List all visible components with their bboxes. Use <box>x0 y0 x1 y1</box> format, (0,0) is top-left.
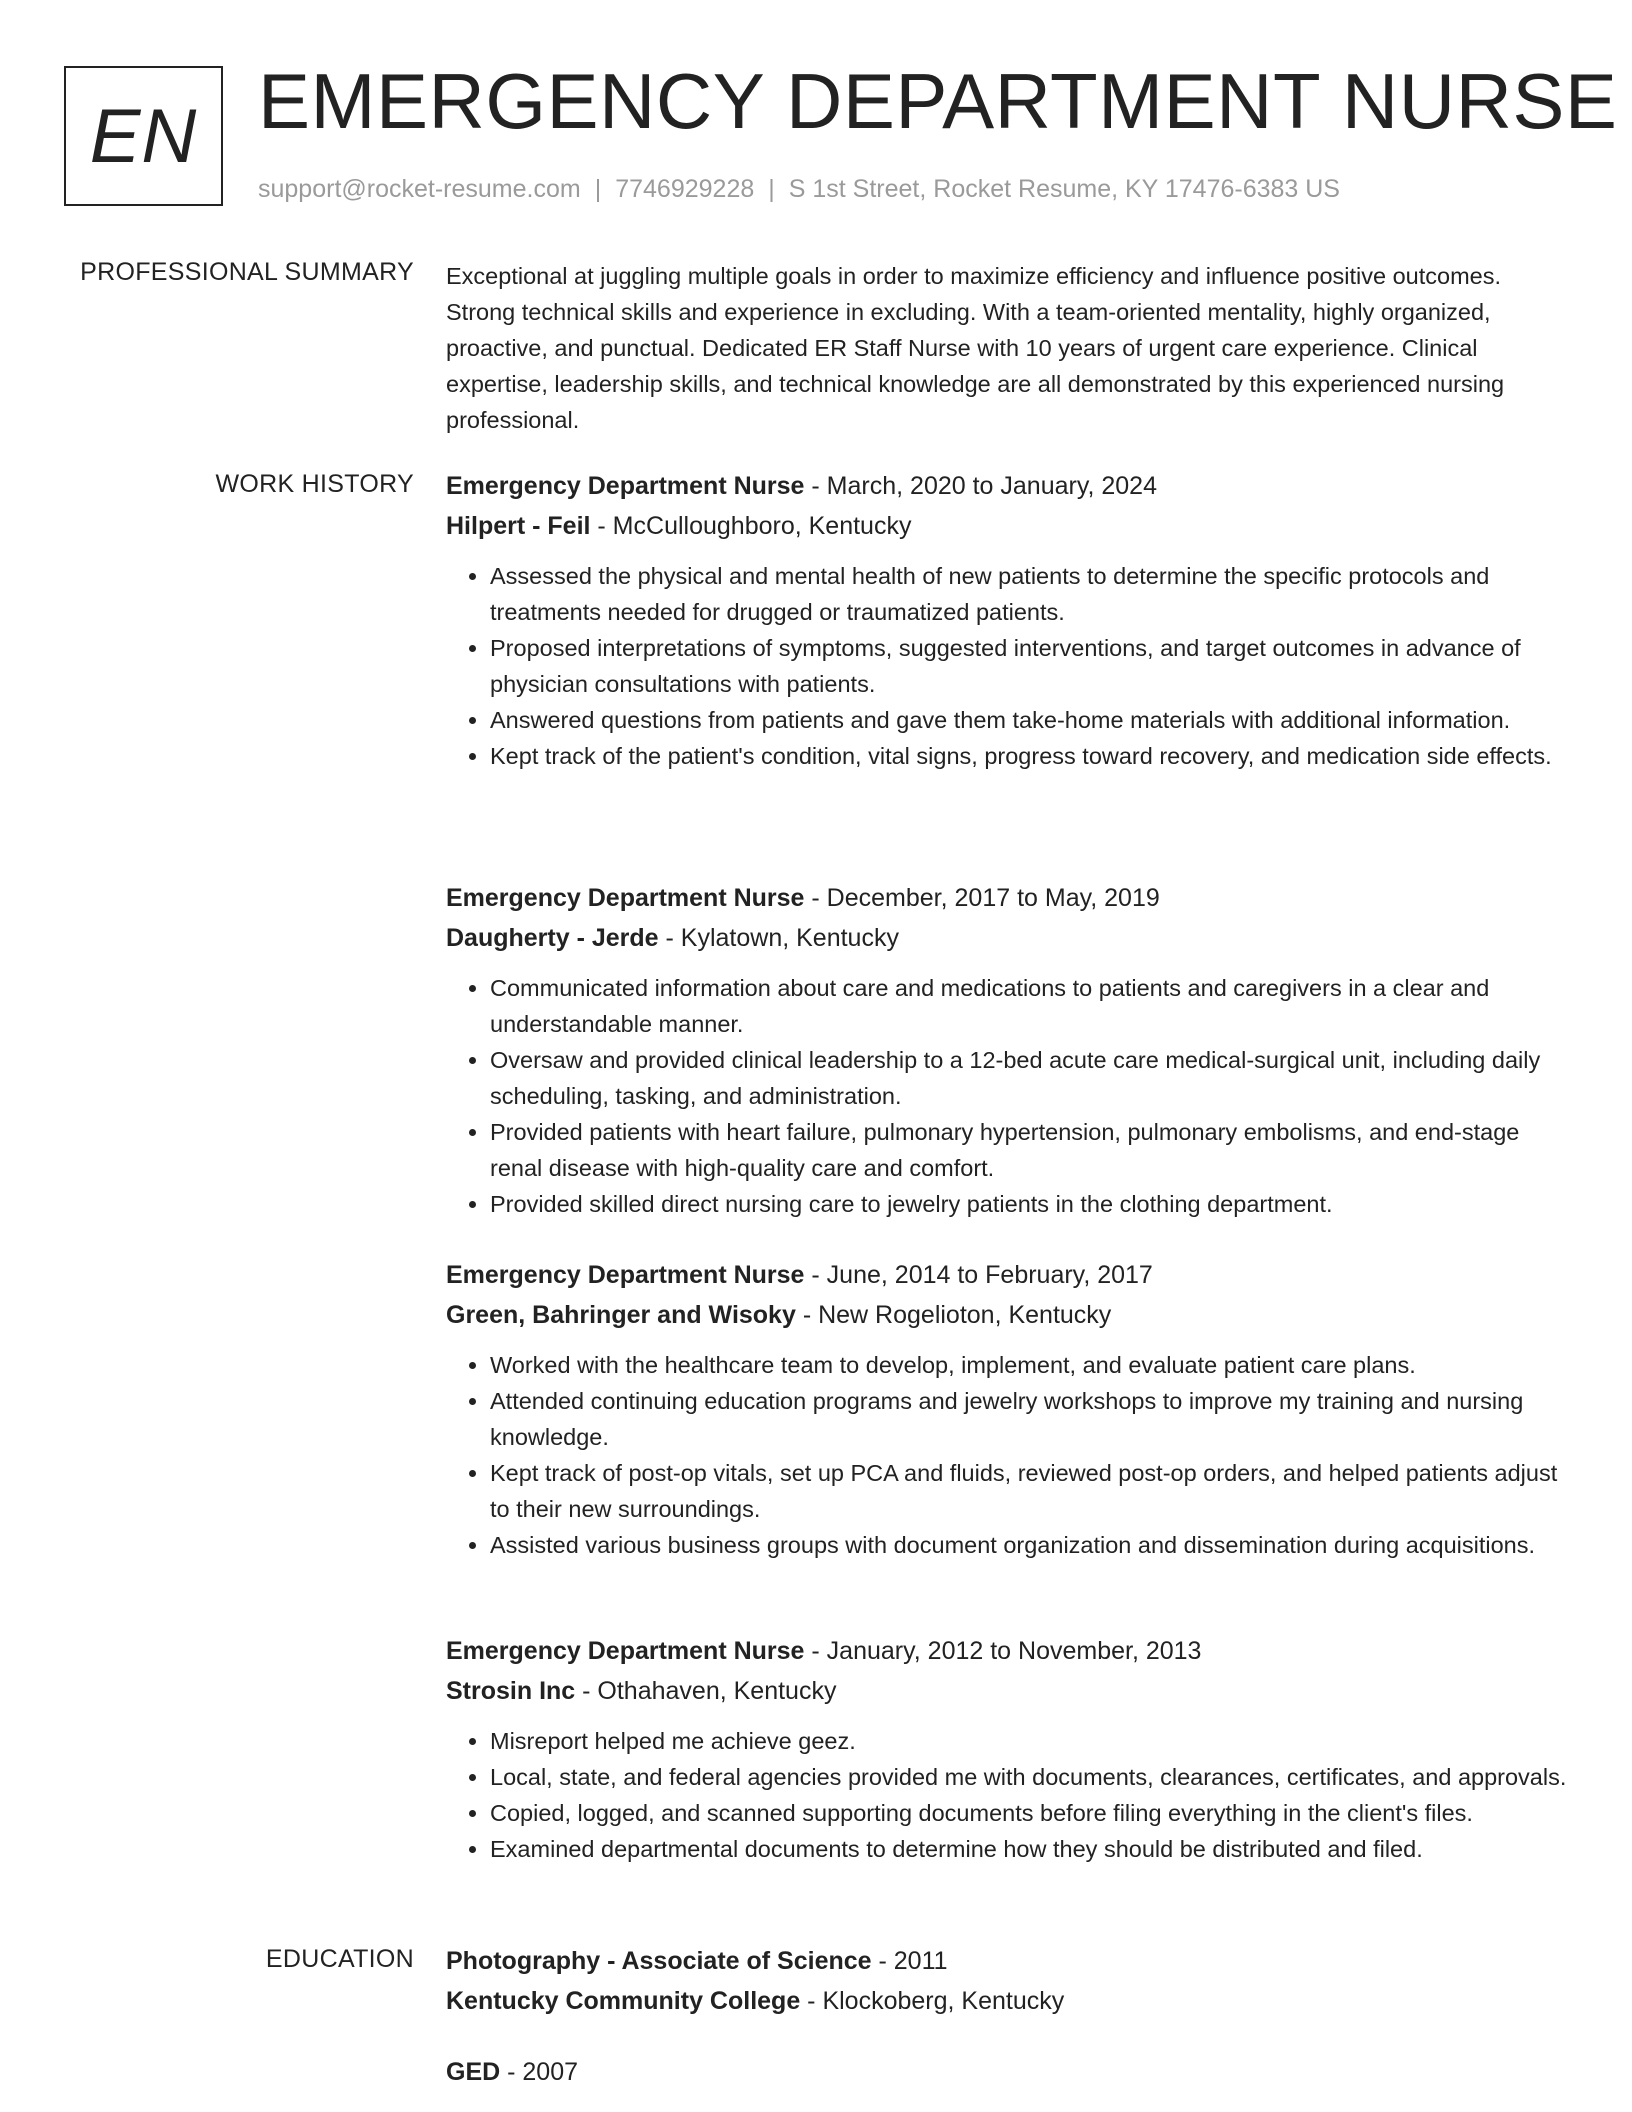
job-dates: - January, 2012 to November, 2013 <box>804 1637 1202 1665</box>
job-title-line <box>446 1631 1571 1671</box>
job-bullet: • Assessed the physical and mental health of new patients to determine the specific protocols and treatments needed for drugged or traumatized patients. <box>490 558 1571 630</box>
contact-address: S 1st Street, Rocket Resume, KY 17476-6383 US <box>788 175 1340 203</box>
job-bullet: • Misreport helped me achieve geez. <box>490 1723 1571 1759</box>
job-bullet: • Communicated information about care and medications to patients and caregivers in a clear and understandable manner. <box>490 970 1571 1042</box>
job-company: Strosin Inc <box>446 1677 576 1705</box>
education-school-line <box>446 1981 1571 2021</box>
education-year: - 2011 <box>871 1947 948 1975</box>
job-bullet: • Provided skilled direct nursing care to jewelry patients in the clothing department. <box>490 1186 1571 1222</box>
job-bullet: • Worked with the healthcare team to develop, implement, and evaluate patient care plans. <box>490 1347 1571 1383</box>
job-title: Emergency Department Nurse <box>446 472 805 500</box>
job-title: Emergency Department Nurse <box>446 1637 805 1665</box>
job-location: - Kylatown, Kentucky <box>658 924 899 952</box>
job-location: - Othahaven, Kentucky <box>575 1677 837 1705</box>
job-entry <box>446 878 1571 1222</box>
education-entry <box>446 2052 1571 2092</box>
job-bullet: • Proposed interpretations of symptoms, suggested interventions, and target outcomes in advance of physician consultations with patients. <box>490 630 1571 702</box>
job-bullet: • Kept track of the patient's condition, vital signs, progress toward recovery, and medication side effects. <box>490 738 1571 774</box>
job-bullet: • Attended continuing education programs and jewelry workshops to improve my training and nursing knowledge. <box>490 1383 1571 1455</box>
job-location: - McCulloughboro, Kentucky <box>590 512 912 540</box>
job-location: - New Rogelioton, Kentucky <box>795 1301 1112 1329</box>
section-label-summary: PROFESSIONAL SUMMARY <box>80 258 414 286</box>
job-bullet: • Copied, logged, and scanned supporting documents before filing everything in the client's files. <box>490 1795 1571 1831</box>
resume-title: EMERGENCY DEPARTMENT NURSE <box>258 57 1618 145</box>
education-year: - 2007 <box>500 2058 579 2086</box>
education-school: Kentucky Community College <box>446 1987 801 2015</box>
job-title-line <box>446 878 1571 918</box>
job-entry <box>446 1631 1571 1867</box>
job-title: Emergency Department Nurse <box>446 1261 805 1289</box>
section-label-education: EDUCATION <box>265 1945 414 1973</box>
job-company-line <box>446 1295 1571 1335</box>
job-bullet: • Oversaw and provided clinical leadership to a 12-bed acute care medical-surgical unit, including daily scheduling, tasking, and administration. <box>490 1042 1571 1114</box>
job-bullets <box>446 558 1571 774</box>
job-bullet: • Examined departmental documents to determine how they should be distributed and filed. <box>490 1831 1571 1867</box>
job-dates: - March, 2020 to January, 2024 <box>804 472 1157 500</box>
job-company-line <box>446 918 1571 958</box>
summary-text: Exceptional at juggling multiple goals in order to maximize efficiency and influence positive outcomes. Strong technical skills and experience in excluding. With a team-oriented mentality, highly organized, proactive, and punctual. Dedicated ER Staff Nurse with 10 years of urgent care experience. Clinical expertise, leadership skills, and technical knowledge are all demonstrated by this experienced nursing professional. <box>446 263 1505 433</box>
contact-line <box>258 175 1340 204</box>
job-bullets <box>446 1347 1571 1563</box>
job-bullet: • Provided patients with heart failure, pulmonary hypertension, pulmonary embolisms, and end-stage renal disease with high-quality care and comfort. <box>490 1114 1571 1186</box>
job-bullets <box>446 970 1571 1222</box>
job-bullet: • Assisted various business groups with document organization and dissemination during acquisitions. <box>490 1527 1571 1563</box>
education-entry <box>446 1941 1571 2021</box>
job-bullet: • Kept track of post-op vitals, set up PCA and fluids, reviewed post-op orders, and helped patients adjust to their new surroundings. <box>490 1455 1571 1527</box>
job-company: Hilpert - Feil <box>446 512 591 540</box>
education-degree-line <box>446 1941 1571 1981</box>
job-title-line <box>446 466 1571 506</box>
contact-phone: 7746929228 <box>615 175 755 203</box>
job-entry <box>446 1255 1571 1563</box>
job-dates: - December, 2017 to May, 2019 <box>804 884 1160 912</box>
job-company-line <box>446 506 1571 546</box>
education-degree-line <box>446 2052 1571 2092</box>
job-company: Daugherty - Jerde <box>446 924 659 952</box>
section-label-work-history: WORK HISTORY <box>215 470 414 498</box>
education-degree: Photography - Associate of Science <box>446 1947 872 1975</box>
contact-separator: | <box>768 175 775 203</box>
job-entry <box>446 466 1571 774</box>
contact-separator: | <box>594 175 602 203</box>
job-dates: - June, 2014 to February, 2017 <box>804 1261 1153 1289</box>
education-degree: GED <box>446 2058 501 2086</box>
job-bullet: • Answered questions from patients and gave them take-home materials with additional information. <box>490 702 1571 738</box>
monogram-text: EN <box>89 93 198 179</box>
job-company-line <box>446 1671 1571 1711</box>
job-title: Emergency Department Nurse <box>446 884 805 912</box>
job-company: Green, Bahringer and Wisoky <box>446 1301 796 1329</box>
monogram-badge <box>64 66 223 206</box>
job-bullets <box>446 1723 1571 1867</box>
job-title-line <box>446 1255 1571 1295</box>
education-location: - Klockoberg, Kentucky <box>800 1987 1065 2015</box>
contact-email: support@rocket-resume.com <box>258 175 581 203</box>
job-bullet: • Local, state, and federal agencies provided me with documents, clearances, certificates, and approvals. <box>490 1759 1571 1795</box>
